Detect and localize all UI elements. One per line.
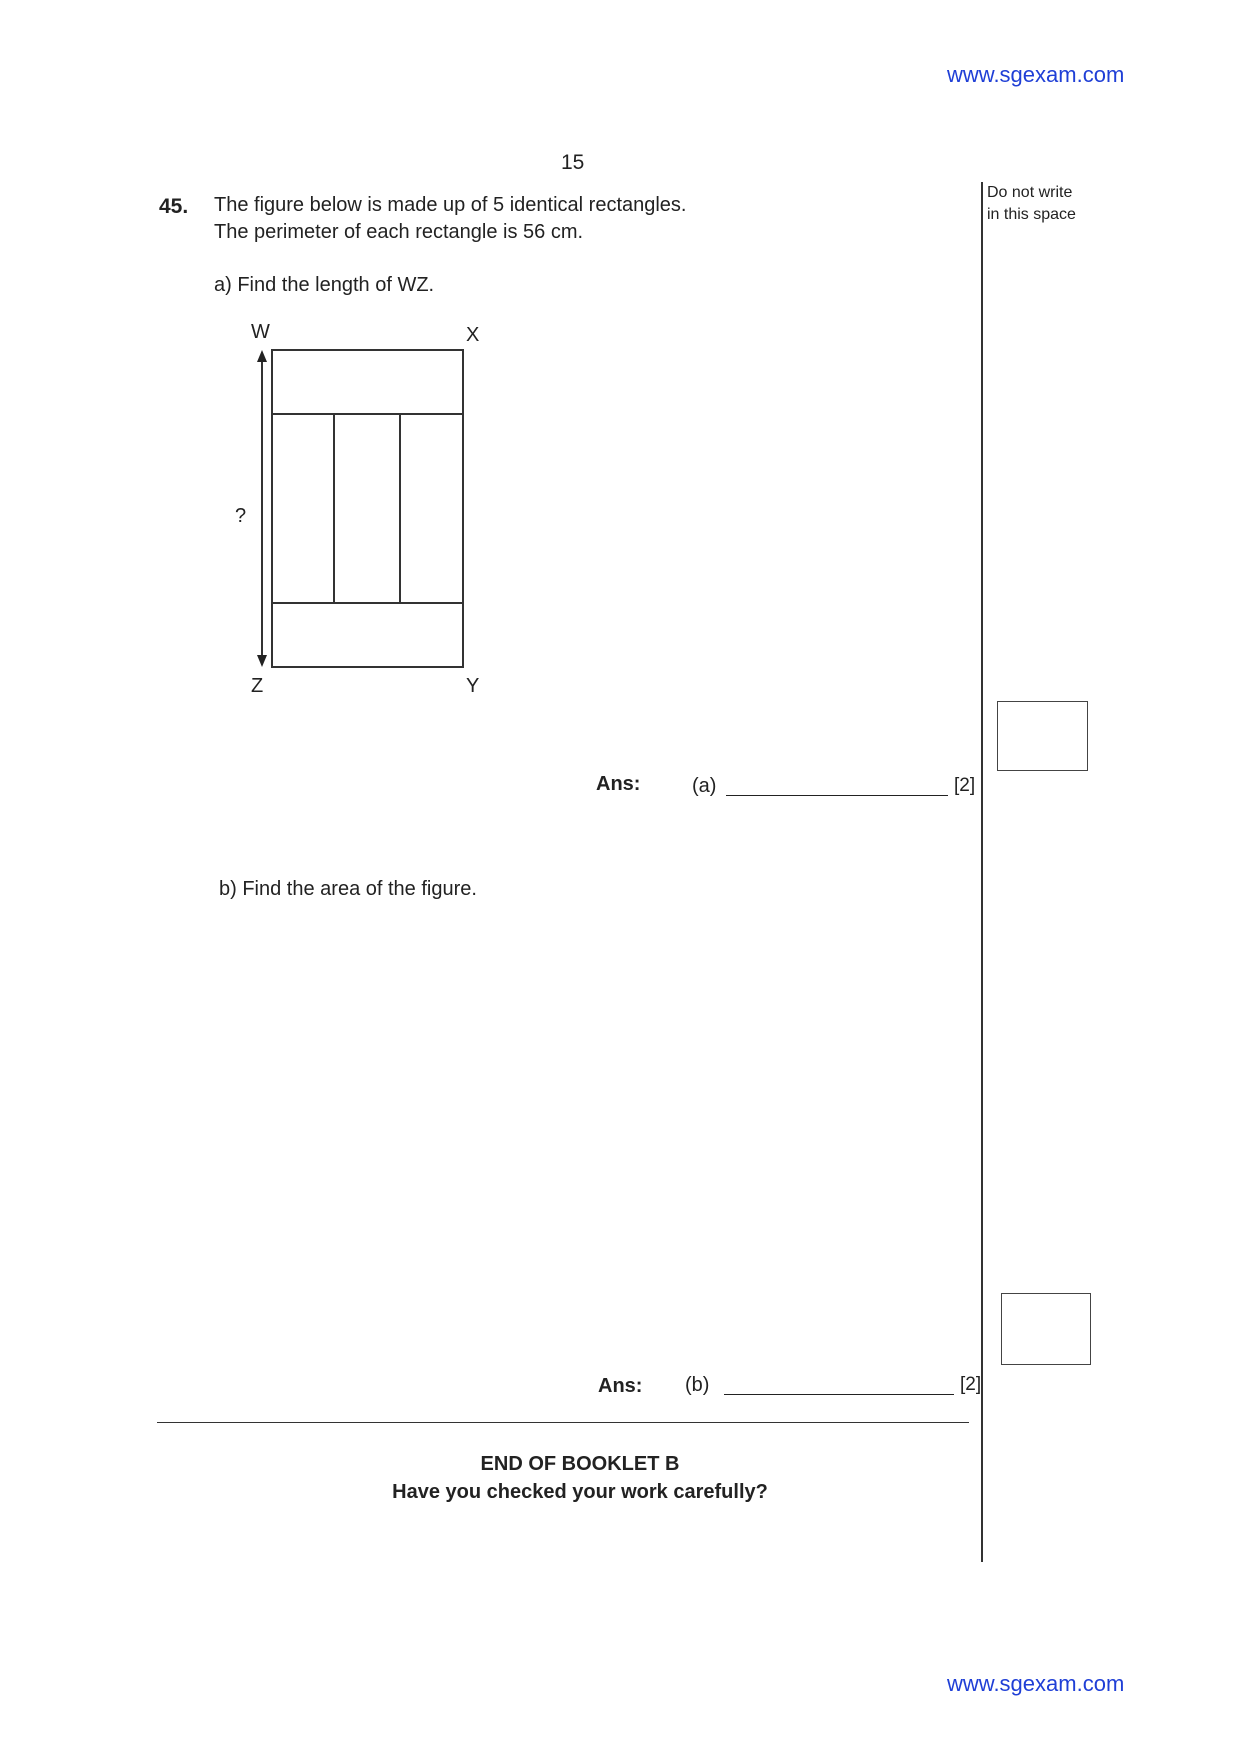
question-part-b: b) Find the area of the figure. bbox=[219, 878, 477, 900]
answer-b-label: Ans: bbox=[598, 1375, 643, 1397]
label-z: Z bbox=[251, 675, 264, 697]
end-of-booklet-title: END OF BOOKLET B bbox=[480, 1453, 680, 1475]
page-number: 15 bbox=[561, 151, 585, 174]
question-line1: The figure below is made up of 5 identical rectangles. bbox=[214, 194, 687, 216]
marks-a: [2] bbox=[954, 775, 976, 796]
site-url-top[interactable]: www.sgexam.com bbox=[947, 62, 1125, 87]
question-number: 45. bbox=[159, 195, 189, 218]
question-part-a: a) Find the length of WZ. bbox=[214, 274, 435, 296]
label-w: W bbox=[251, 321, 270, 343]
height-arrow-bottom-head bbox=[257, 655, 267, 667]
answer-b-line[interactable] bbox=[724, 1394, 954, 1395]
question-line2: The perimeter of each rectangle is 56 cm. bbox=[214, 221, 584, 243]
answer-b-part: (b) bbox=[685, 1374, 710, 1396]
end-of-booklet-subtitle: Have you checked your work carefully? bbox=[392, 1481, 768, 1503]
answer-a-label: Ans: bbox=[596, 773, 641, 795]
site-url-bottom[interactable]: www.sgexam.com bbox=[947, 1671, 1125, 1696]
score-box-b bbox=[1001, 1293, 1091, 1365]
figure-outer-rect bbox=[272, 350, 463, 667]
label-x: X bbox=[466, 324, 480, 346]
answer-a-line[interactable] bbox=[726, 795, 948, 796]
margin-note-line1: Do not write bbox=[987, 184, 1073, 201]
height-arrow-top-head bbox=[257, 350, 267, 362]
label-unknown: ? bbox=[235, 505, 247, 527]
end-divider bbox=[157, 1422, 969, 1423]
margin-note-line2: in this space bbox=[987, 206, 1076, 223]
marks-b: [2] bbox=[960, 1374, 982, 1395]
figure-drawing bbox=[225, 325, 495, 700]
answer-a-part: (a) bbox=[692, 775, 717, 797]
margin-divider bbox=[981, 182, 983, 1562]
label-y: Y bbox=[466, 675, 480, 697]
score-box-a bbox=[997, 701, 1088, 771]
